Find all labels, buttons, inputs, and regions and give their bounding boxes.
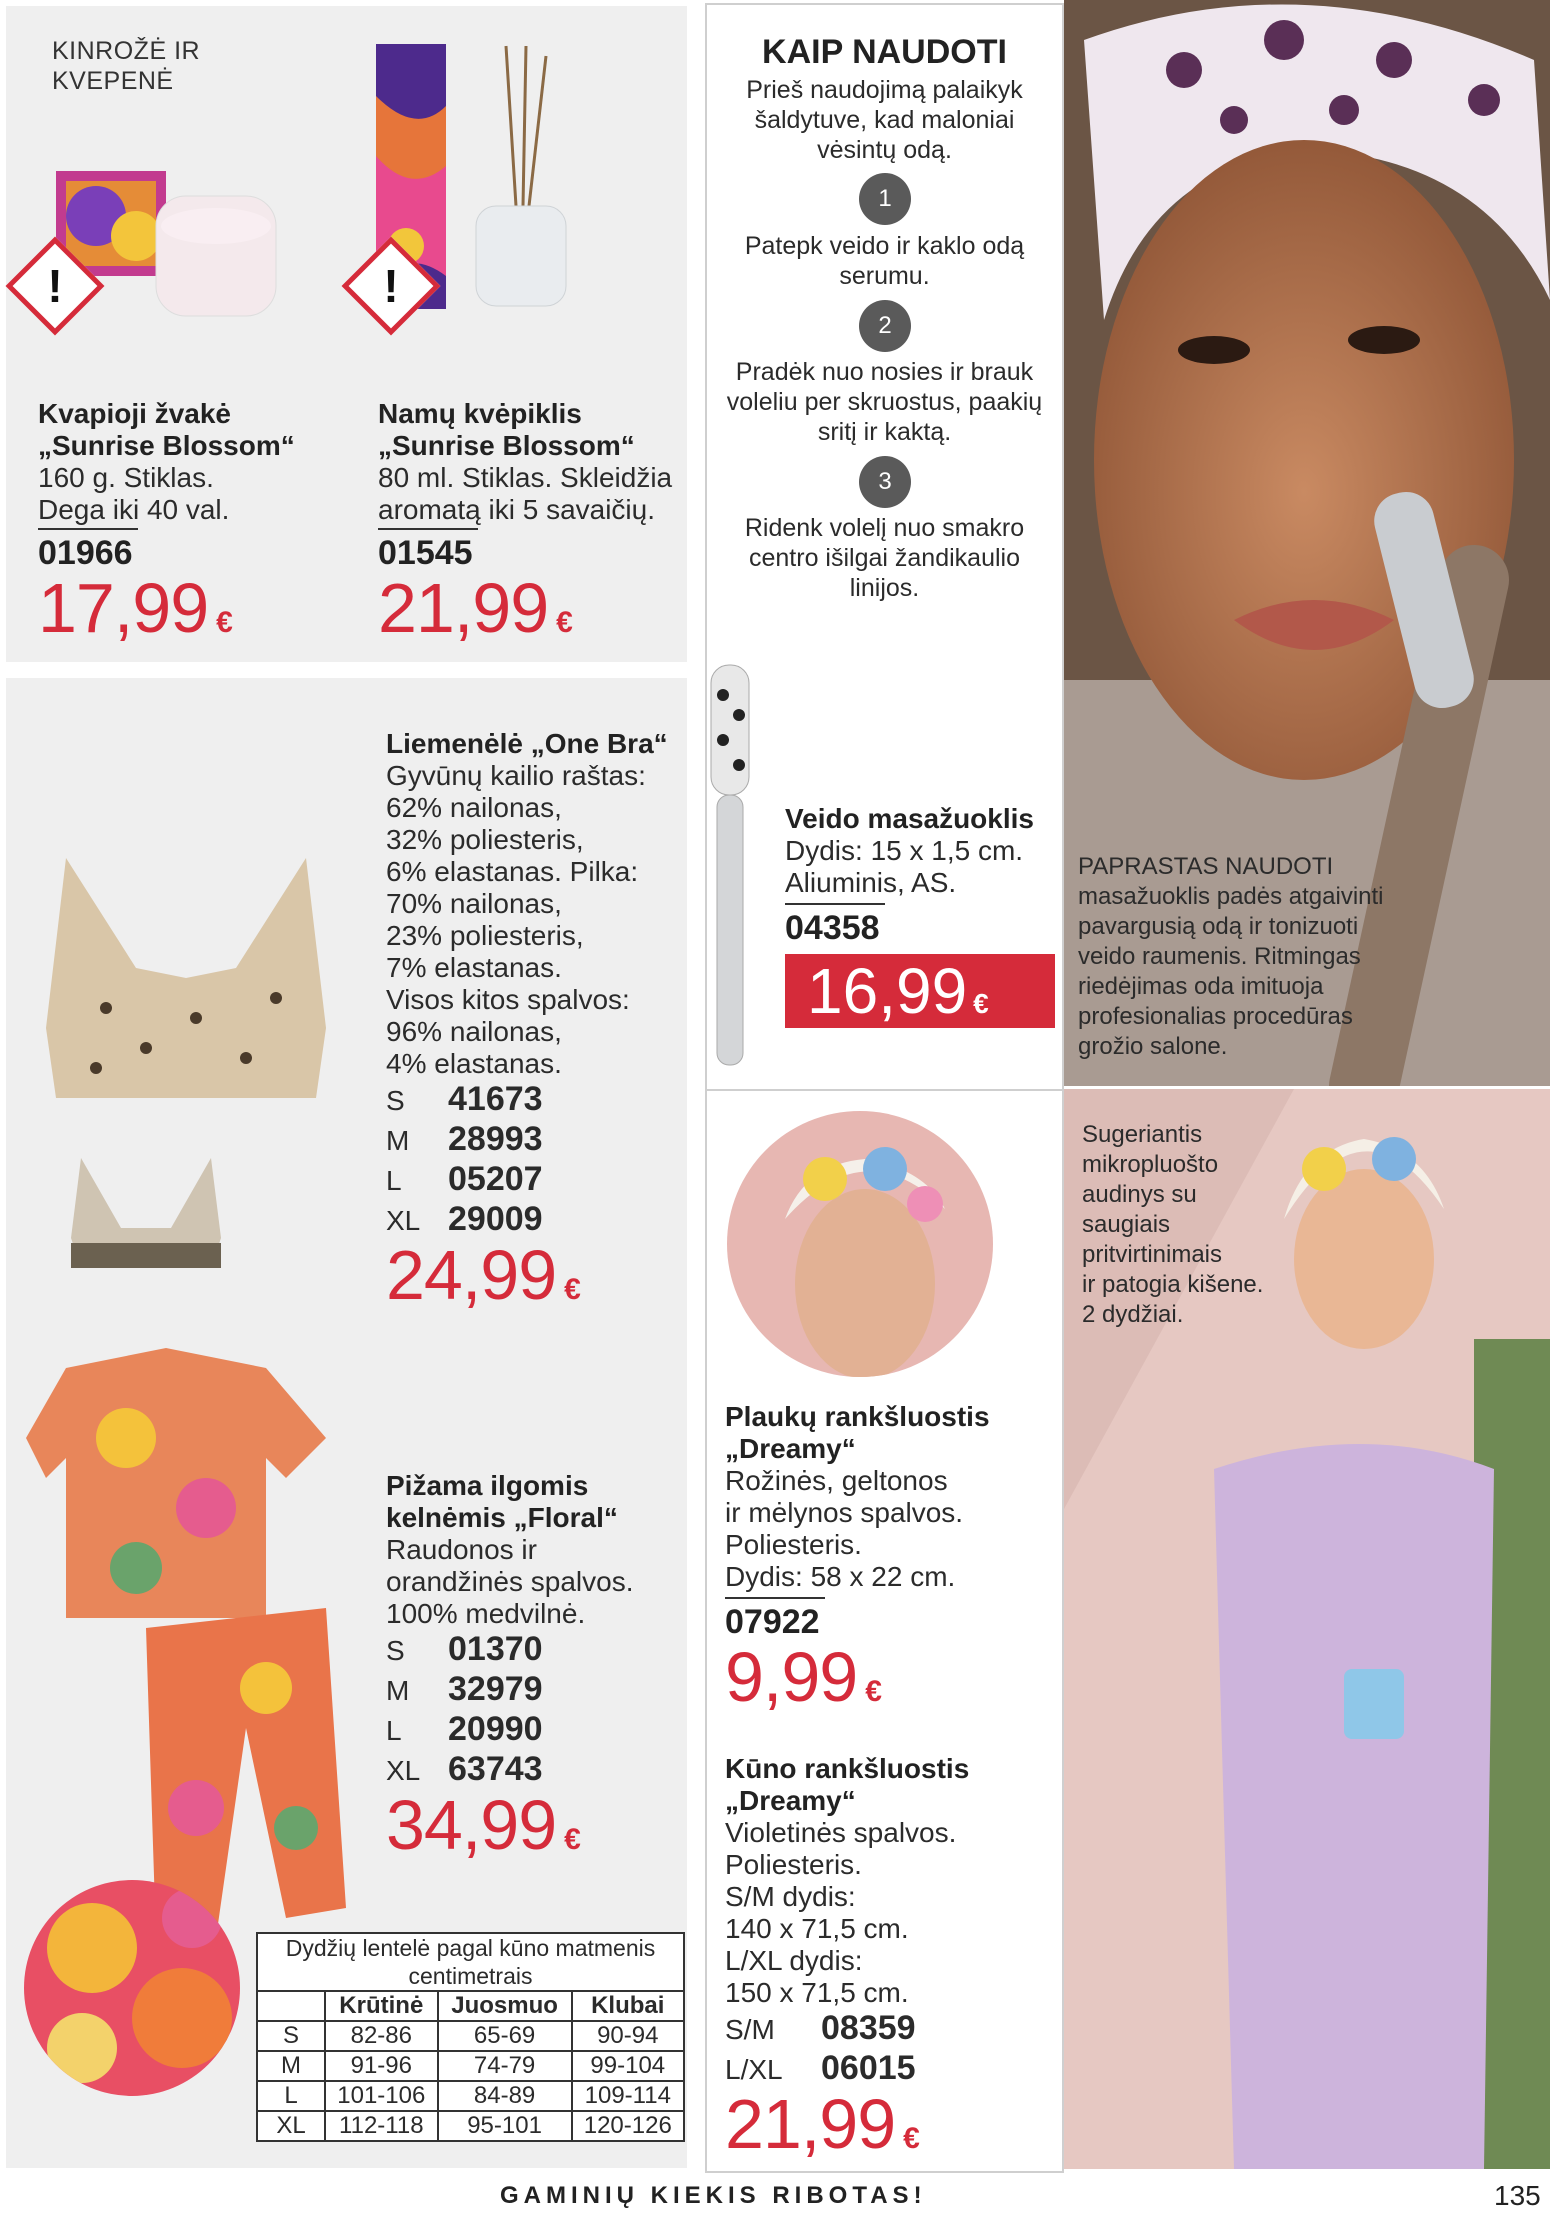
diffuser-code: 01545 (378, 534, 473, 572)
diffuser-info (378, 398, 683, 658)
roller-price: 16,99 (807, 955, 968, 1027)
fabric-swatch-image (22, 1878, 242, 2098)
towel-panel (705, 1089, 1064, 2173)
hair-towel-info (725, 1401, 1045, 1727)
divider (38, 528, 138, 530)
body-towel-desc: Violetinės spalvos. Poliesteris. S/M dydis: 140 x 71,5 cm. L/XL dydis: 150 x 71,5 cm. (725, 1817, 957, 2008)
hair-towel-title: Plaukų rankšluostis „Dreamy“ (725, 1401, 990, 1464)
pajama-title: Pižama ilgomis kelnėmis „Floral“ (386, 1470, 618, 1533)
pajama-desc: Raudonos ir orandžinės spalvos. 100% medvilnė. (386, 1534, 634, 1629)
pajama-image (26, 1348, 356, 1948)
diffuser-title: Namų kvėpiklis „Sunrise Blossom“ (378, 398, 635, 461)
easy-use-text (1078, 852, 1418, 1062)
table-row: L 101-106 84-89 109-114 (258, 2081, 683, 2111)
body-towel-info (725, 1753, 1045, 2174)
body-towel-title: Kūno rankšluostis „Dreamy“ (725, 1753, 970, 1816)
bra-size-row: S 41673 (386, 1080, 543, 1118)
size-table-header (258, 1992, 683, 2021)
how-to-intro: Prieš naudojimą palaikyk šaldytuve, kad maloniai vėsintų odą. (746, 76, 1023, 164)
step-2-text: Pradėk nuo nosies ir brauk voleliu per skruostus, paakių sritį ir kaktą. (726, 358, 1043, 446)
pajama-price: 34,99 € (386, 1786, 580, 1864)
pajama-size-row: S 01370 (386, 1630, 543, 1668)
step-3-badge: 3 (859, 456, 911, 508)
bra-title: Liemenėlė „One Bra“ (386, 728, 668, 759)
page-number: 135 (1494, 2180, 1541, 2211)
candle-panel (6, 6, 687, 662)
bra-desc: Gyvūnų kailio raštas: 62% nailonas, 32% poliesteris, 6% elastanas. Pilka: 70% nailonas, 23% poliesteris, 7% elastanas. Visos kitos spalvos: 96% nailonas, 4% elastanas. (386, 760, 646, 1079)
easy-use-body: masažuoklis padės atgaivinti pavargusią odą ir tonizuoti veido raumenis. Ritmingas riedėjimas oda imituoja profesionalias procedūras grožio salone. (1078, 883, 1384, 1060)
size-table (256, 1932, 685, 2142)
pajama-size-row: M 32979 (386, 1670, 543, 1708)
divider (378, 528, 478, 530)
column-header: Krūtinė (325, 1992, 438, 2021)
candle-desc: 160 g. Stiklas. Dega iki 40 val. (38, 462, 230, 525)
body-towel-size-row: L/XL 06015 (725, 2049, 916, 2087)
roller-price-box: 16,99 € (785, 954, 1055, 1028)
how-to-title: KAIP NAUDOTI (762, 33, 1007, 71)
bra-size-row: M 28993 (386, 1120, 543, 1158)
pajama-size-row: XL 63743 (386, 1750, 543, 1788)
roller-code: 04358 (785, 909, 880, 947)
pajama-info (386, 1470, 686, 1875)
bra-info (386, 728, 686, 1325)
body-towel-size-row: S/M 08359 (725, 2009, 916, 2047)
footer-notice: GAMINIŲ KIEKIS RIBOTAS! (500, 2182, 927, 2209)
size-table-caption: Dydžių lentelė pagal kūno matmenis centimetrais (258, 1934, 683, 1992)
hair-towel-photo (725, 1109, 995, 1379)
bra-size-row: XL 29009 (386, 1200, 543, 1238)
bra-price: 24,99 € (386, 1236, 580, 1314)
divider (725, 1597, 825, 1599)
category-label: KINROŽĖ IR KVEPENĖ (52, 37, 201, 95)
easy-use-title: PAPRASTAS NAUDOTI (1078, 853, 1334, 880)
roller-desc: Dydis: 15 x 1,5 cm. Aliuminis, AS. (785, 835, 1024, 898)
hair-towel-code: 07922 (725, 1603, 820, 1641)
towel-note: Sugeriantis mikropluošto audinys su saugiais pritvirtinimais ir patogia kišene. 2 dydžiai. (1082, 1121, 1264, 1328)
candle-info (38, 398, 338, 658)
step-1-badge: 1 (859, 173, 911, 225)
hair-towel-desc: Rožinės, geltonos ir mėlynos spalvos. Poliesteris. Dydis: 58 x 22 cm. (725, 1465, 964, 1592)
how-to-panel (705, 3, 1064, 1091)
column-header: Juosmuo (438, 1992, 572, 2021)
bra-grey-image (61, 1148, 231, 1278)
diffuser-desc: 80 ml. Stiklas. Skleidžia aromatą iki 5 savaičių. (378, 462, 673, 525)
column-header: Klubai (572, 1992, 683, 2021)
roller-image (701, 655, 761, 1085)
hair-towel-price: 9,99 € (725, 1638, 881, 1716)
bra-leopard-image (36, 848, 336, 1108)
step-3-text: Ridenk volelį nuo smakro centro išilgai žandikaulio linijos. (744, 514, 1025, 602)
pajama-size-row: L 20990 (386, 1710, 543, 1748)
candle-title: Kvapioji žvakė „Sunrise Blossom“ (38, 398, 295, 461)
roller-title: Veido masažuoklis (785, 803, 1034, 834)
apparel-panel (6, 678, 687, 2168)
table-row: M 91-96 74-79 99-104 (258, 2051, 683, 2081)
bra-size-row: L 05207 (386, 1160, 543, 1198)
divider (785, 903, 885, 905)
roller-info (785, 803, 1055, 1028)
table-row: XL 112-118 95-101 120-126 (258, 2111, 683, 2140)
step-1-text: Patepk veido ir kaklo odą serumu. (744, 232, 1025, 290)
warning-icon: ! (342, 237, 441, 336)
body-towel-price: 21,99 € (725, 2085, 919, 2163)
table-row: S 82-86 65-69 90-94 (258, 2021, 683, 2051)
warning-icon: ! (6, 237, 105, 336)
diffuser-price: 21,99 € (378, 569, 572, 647)
candle-price: 17,99 € (38, 569, 232, 647)
candle-code: 01966 (38, 534, 133, 572)
step-2-badge: 2 (859, 300, 911, 352)
